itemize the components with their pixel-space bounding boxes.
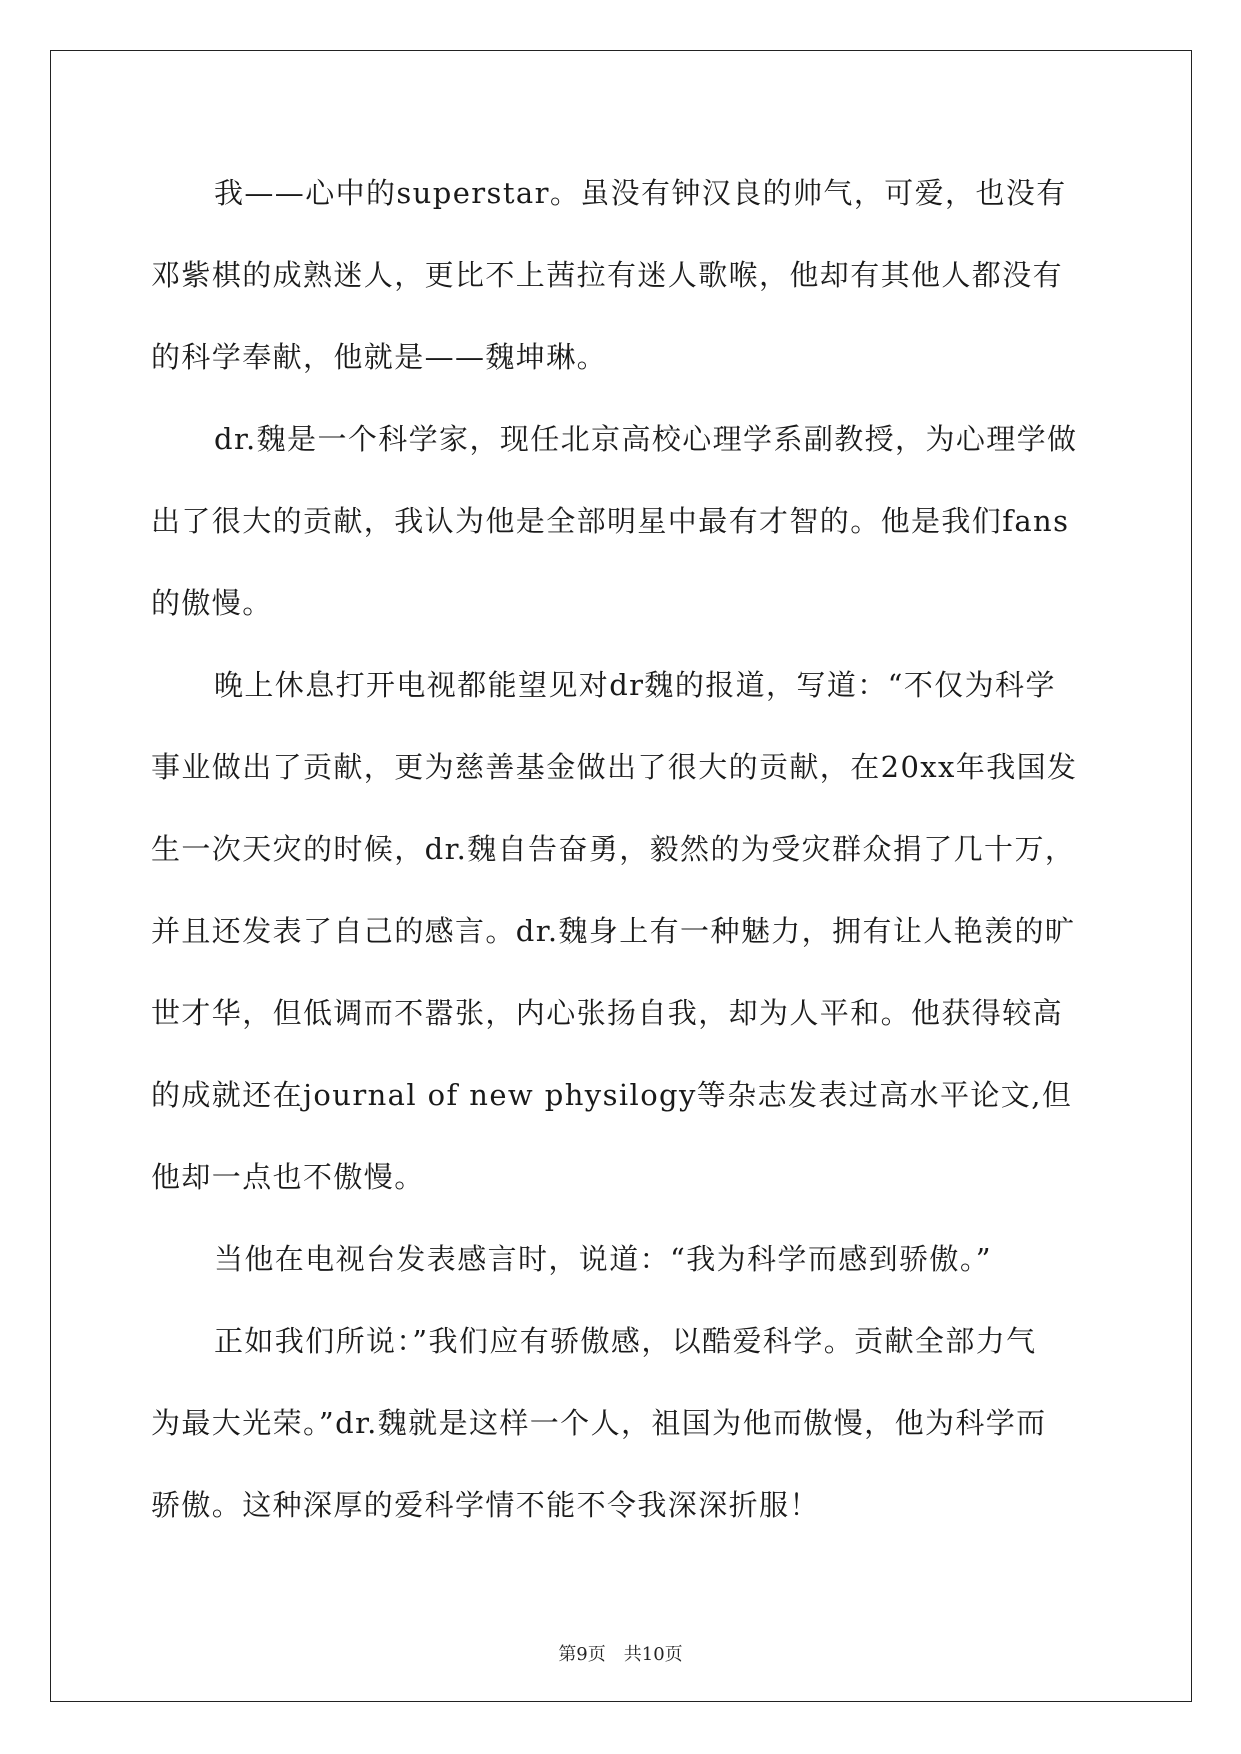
- document-body: [151, 158, 1096, 1552]
- paragraph-line: 生一次天灾的时候，dr.魏自告奋勇，毅然的为受灾群众捐了几十万，: [151, 832, 1076, 866]
- paragraph-line: 出了很大的贡献，我认为他是全部明星中最有才智的。他是我们fans: [151, 504, 1070, 538]
- paragraph-line: 并且还发表了自己的感言。dr.魏身上有一种魅力，拥有让人艳羡的旷: [151, 914, 1076, 948]
- paragraph-line: dr.魏是一个科学家，现任北京高校心理学系副教授，为心理学做: [214, 422, 1078, 456]
- page-number-current: 第9页: [558, 1644, 606, 1665]
- paragraph-line: 我——心中的superstar。虽没有钟汉良的帅气，可爱，也没有: [214, 176, 1067, 210]
- paragraph-line: 世才华，但低调而不嚣张，内心张扬自我，却为人平和。他获得较高: [151, 996, 1064, 1030]
- page-number-total: 共10页: [623, 1644, 683, 1665]
- paragraph-line: 当他在电视台发表感言时，说道：“我为科学而感到骄傲。”: [214, 1242, 992, 1276]
- paragraph-line: 晚上休息打开电视都能望见对dr魏的报道，写道：“不仅为科学: [214, 668, 1056, 702]
- paragraph-line: 邓紫棋的成熟迷人，更比不上茜拉有迷人歌喉，他却有其他人都没有: [151, 258, 1064, 292]
- paragraph-line: 的科学奉献，他就是——魏坤琳。: [151, 340, 608, 374]
- page-footer: [0, 1640, 1241, 1666]
- paragraph-line: 正如我们所说：”我们应有骄傲感，以酷爱科学。贡献全部力气: [214, 1324, 1037, 1358]
- paragraph-line: 骄傲。这种深厚的爱科学情不能不令我深深折服！: [151, 1488, 820, 1522]
- paragraph-line: 的傲慢。: [151, 586, 273, 620]
- paragraph-line: 的成就还在journal of new physilogy等杂志发表过高水平论文,但: [151, 1078, 1073, 1112]
- paragraph-line: 事业做出了贡献，更为慈善基金做出了很大的贡献，在20xx年我国发: [151, 750, 1078, 784]
- paragraph-line: 他却一点也不傲慢。: [151, 1160, 425, 1194]
- paragraph-line: 为最大光荣。”dr.魏就是这样一个人，祖国为他而傲慢，他为科学而: [151, 1406, 1047, 1440]
